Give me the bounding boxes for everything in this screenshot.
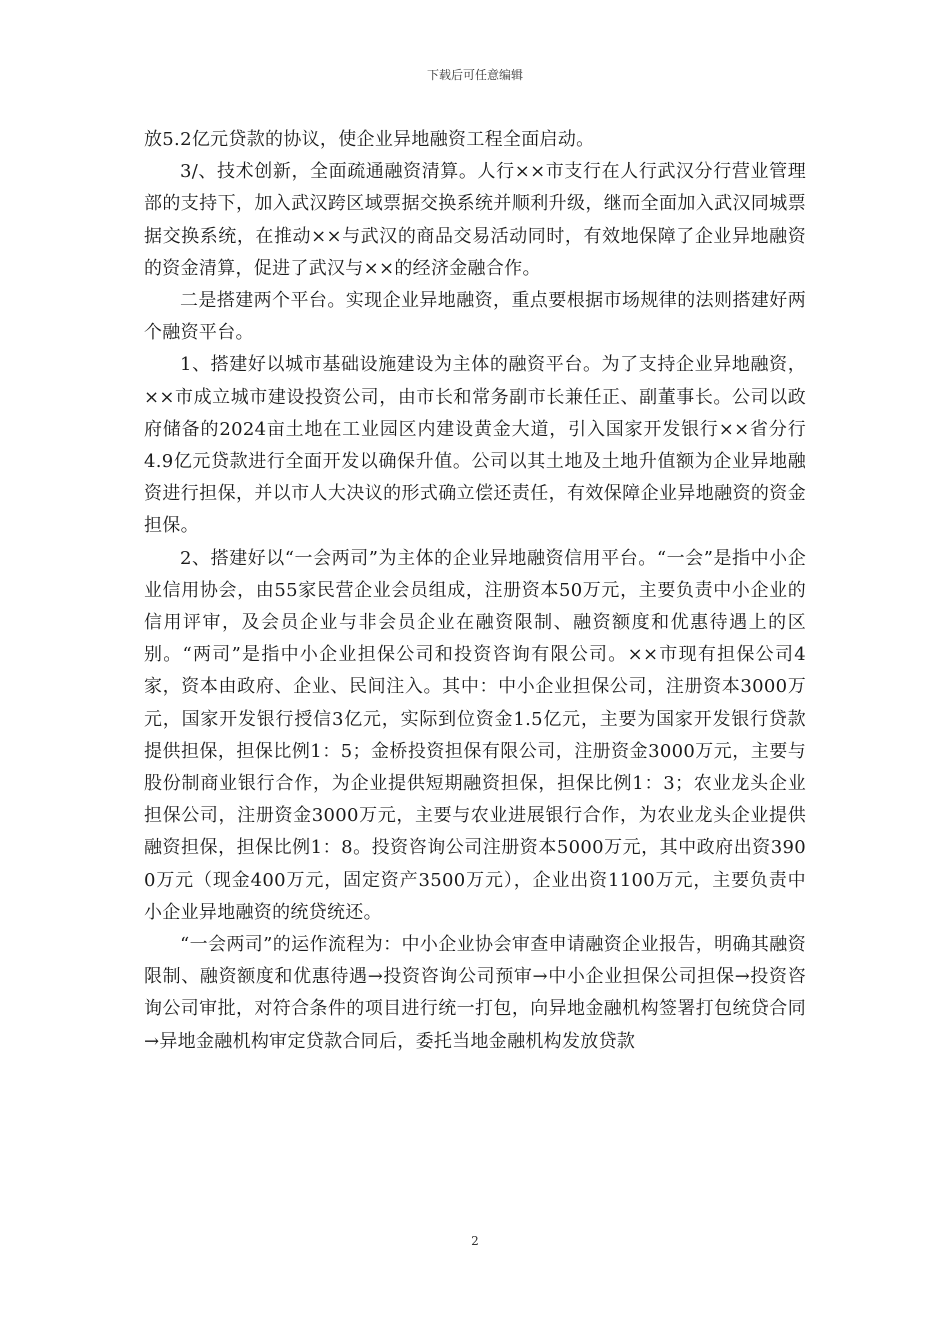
- paragraph-infrastructure-platform: 1、搭建好以城市基础设施建设为主体的融资平台。为了支持企业异地融资，××市成立城市建设投资公司，由市长和常务副市长兼任正、副董事长。公司以政府储备的2024亩土地在工业园区内建设黄金大道，引入国家开发银行××省分行4.9亿元贷款进行全面开发以确保升值。公司以其土地及土地升值额为企业异地融资进行担保，并以市人大决议的形式确立偿还责任，有效保障企业异地融资的资金担保。: [144, 354, 806, 537]
- page-header: 下载后可任意编辑: [426, 68, 523, 82]
- paragraph-two-platforms: 二是搭建两个平台。实现企业异地融资，重点要根据市场规律的法则搭建好两个融资平台。: [144, 290, 806, 344]
- document-body: [144, 124, 806, 1058]
- paragraph-tech-innovation: 3/、技术创新，全面疏通融资清算。人行××市支行在人行武汉分行营业管理部的支持下，加入武汉跨区域票据交换系统并顺利升级，继而全面加入武汉同城票据交换系统，在推动××与武汉的商品交易活动同时，有效地保障了企业异地融资的资金清算，促进了武汉与××的经济金融合作。: [144, 161, 806, 279]
- paragraph-credit-platform: 2、搭建好以“一会两司”为主体的企业异地融资信用平台。“一会”是指中小企业信用协会，由55家民营企业会员组成，注册资本50万元，主要负责中小企业的信用评审，及会员企业与非会员企业在融资限制、融资额度和优惠待遇上的区别。“两司”是指中小企业担保公司和投资咨询有限公司。××市现有担保公司4家，资本由政府、企业、民间注入。其中：中小企业担保公司，注册资本3000万元，国家开发银行授信3亿元，实际到位资金1.5亿元，主要为国家开发银行贷款提供担保，担保比例1：5；金桥投资担保有限公司，注册资金3000万元，主要与股份制商业银行合作，为企业提供短期融资担保，担保比例1：3；农业龙头企业担保公司，注册资金3000万元，主要与农业进展银行合作，为农业龙头企业提供融资担保，担保比例1：8。投资咨询公司注册资本5000万元，其中政府出资3900万元（现金400万元，固定资产3500万元），企业出资1100万元，主要负责中小企业异地融资的统贷统还。: [144, 547, 807, 923]
- paragraph-operation-flow: “一会两司”的运作流程为：中小企业协会审查申请融资企业报告，明确其融资限制、融资额度和优惠待遇→投资咨询公司预审→中小企业担保公司担保→投资咨询公司审批，对符合条件的项目进行统一打包，向异地金融机构签署打包统贷合同→异地金融机构审定贷款合同后，委托当地金融机构发放贷款: [144, 934, 806, 1052]
- paragraph-continuation: 放5.2亿元贷款的协议，使企业异地融资工程全面启动。: [144, 129, 595, 150]
- page-number: 2: [471, 1234, 479, 1248]
